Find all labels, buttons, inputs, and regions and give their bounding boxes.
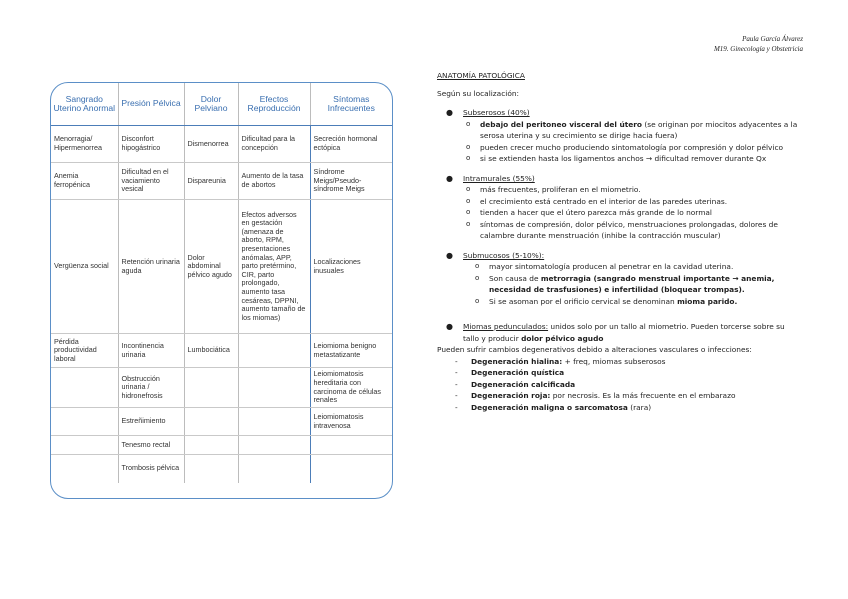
list-item bbox=[463, 184, 803, 196]
submucosos-heading: Submucosos (5-10%): bbox=[463, 250, 545, 260]
list-item bbox=[463, 153, 803, 165]
dash-bullet: - bbox=[455, 379, 458, 389]
table-cell: Menorragia/ Hipermenorrea bbox=[51, 126, 118, 163]
table-cell: Leiomioma benigno metastatizante bbox=[310, 334, 392, 368]
table-row bbox=[51, 408, 392, 436]
list-item bbox=[463, 196, 803, 208]
circle-bullet-icon: o bbox=[475, 262, 480, 270]
table-cell bbox=[238, 408, 310, 436]
degen-item bbox=[437, 356, 803, 368]
circle-bullet-icon: o bbox=[466, 142, 471, 151]
table-cell bbox=[238, 334, 310, 368]
header-sintomas: Síntomas Infrecuentes bbox=[310, 83, 392, 126]
table-cell: Pérdida productividad laboral bbox=[51, 334, 118, 368]
table-row bbox=[51, 126, 392, 163]
list-text: Si se asoman por el orificio cervical se denominan bbox=[489, 296, 678, 306]
page-header bbox=[714, 34, 803, 54]
symptoms-table bbox=[51, 83, 392, 483]
bullet-icon: ● bbox=[446, 108, 453, 117]
table-cell bbox=[310, 436, 392, 455]
header-dolor: Dolor Pelviano bbox=[184, 83, 238, 126]
pedunculados-heading: Miomas pedunculados: bbox=[463, 322, 549, 331]
degen-title: Degeneración hialina: bbox=[471, 356, 563, 366]
pedunculados-bold: dolor pélvico agudo bbox=[521, 333, 604, 343]
list-item bbox=[463, 219, 803, 242]
bullet-icon: ● bbox=[446, 322, 453, 331]
table-row bbox=[51, 455, 392, 483]
degen-title: Degeneración quística bbox=[471, 368, 565, 377]
table-cell bbox=[184, 368, 238, 408]
table-cell: Vergüenza social bbox=[51, 200, 118, 334]
circle-bullet-icon: o bbox=[466, 196, 471, 205]
table-cell: Efectos adversos en gestación (amenaza de aborto, RPM, presentaciones anómalas, APP, parto pretérmino, CIR, parto prolongado, aumento tasa cesáreas, DPPNI, aumento tamaño de los miomas) bbox=[238, 200, 310, 334]
table-cell: Obstrucción urinaria / hidronefrosis bbox=[118, 368, 184, 408]
circle-bullet-icon: o bbox=[466, 154, 471, 162]
degen-item bbox=[437, 367, 803, 379]
table-row bbox=[51, 200, 392, 334]
header-efectos: Efectos Reproducción bbox=[238, 83, 310, 126]
submucosos-item bbox=[437, 250, 803, 308]
dash-bullet: - bbox=[455, 356, 458, 366]
table-cell: Secreción hormonal ectópica bbox=[310, 126, 392, 163]
header-presion: Presión Pélvica bbox=[118, 83, 184, 126]
table-cell: Aumento de la tasa de abortos bbox=[238, 163, 310, 200]
table-cell: Leiomiomatosis hereditaria con carcinoma de células renales bbox=[310, 368, 392, 408]
degen-text: (rara) bbox=[627, 402, 652, 412]
table-cell: Retención urinaria aguda bbox=[118, 200, 184, 334]
table-cell: Anemia ferropénica bbox=[51, 163, 118, 200]
bullet-icon: ● bbox=[446, 250, 453, 260]
mioma-parido-bold: mioma parido. bbox=[677, 296, 738, 306]
list-item bbox=[463, 119, 803, 142]
circle-bullet-icon: o bbox=[466, 219, 471, 228]
bullet-icon: ● bbox=[446, 173, 453, 183]
table-cell: Leiomiomatosis intravenosa bbox=[310, 408, 392, 436]
table-row bbox=[51, 436, 392, 455]
table-cell bbox=[51, 408, 118, 436]
list-item bbox=[463, 273, 803, 296]
intramurales-item bbox=[437, 173, 803, 242]
intramurales-heading: Intramurales (55%) bbox=[463, 173, 535, 183]
section-title: ANATOMÍA PATOLÓGICA bbox=[437, 71, 525, 80]
list-text: el crecimiento está centrado en el interior de las paredes uterinas. bbox=[480, 196, 728, 206]
table-cell bbox=[184, 408, 238, 436]
list-text: Son causa de bbox=[489, 273, 541, 283]
table-cell: Disconfort hipogástrico bbox=[118, 126, 184, 163]
list-text: mayor sintomatología producen al penetrar en la cavidad uterina. bbox=[489, 262, 734, 271]
table-cell: Estreñimiento bbox=[118, 408, 184, 436]
table-cell: Dolor abdominal pélvico agudo bbox=[184, 200, 238, 334]
table-cell: Tenesmo rectal bbox=[118, 436, 184, 455]
dash-bullet: - bbox=[455, 402, 458, 412]
table-cell: Incontinencia urinaria bbox=[118, 334, 184, 368]
table-cell: Trombosis pélvica bbox=[118, 455, 184, 483]
subserosos-item bbox=[437, 107, 803, 165]
table-cell bbox=[51, 368, 118, 408]
list-item bbox=[463, 261, 803, 273]
table-cell: Síndrome Meigs/Pseudo-síndrome Meigs bbox=[310, 163, 392, 200]
table-cell bbox=[238, 368, 310, 408]
list-text: si se extienden hasta los ligamentos anchos → dificultad remover durante Qx bbox=[480, 154, 767, 163]
table-cell bbox=[51, 436, 118, 455]
dash-bullet: - bbox=[455, 368, 458, 377]
intro-text: Según su localización: bbox=[437, 88, 520, 98]
header-sangrado: Sangrado Uterino Anormal bbox=[51, 83, 118, 126]
list-text: pueden crecer mucho produciendo sintomatología por compresión y dolor pélvico bbox=[480, 142, 784, 152]
circle-bullet-icon: o bbox=[466, 208, 471, 216]
circle-bullet-icon: o bbox=[466, 185, 471, 193]
pedunculados-text: unidos solo por un tallo al miometrio. Pueden torcerse sobre su tallo y producir bbox=[463, 322, 785, 343]
list-text: tienden a hacer que el útero parezca más grande de lo normal bbox=[480, 208, 712, 217]
table-cell bbox=[51, 455, 118, 483]
degen-item bbox=[437, 379, 803, 391]
table-row bbox=[51, 334, 392, 368]
list-item bbox=[463, 296, 803, 308]
course-name: M19. Ginecología y Obstetricia bbox=[713, 45, 803, 53]
author-name: Paula García Álvarez bbox=[742, 35, 803, 43]
symptoms-table-container bbox=[50, 82, 393, 499]
subserosos-text: (se originan por miocitos adyacentes a la serosa uterina y su crecimiento se dirige hacia fuera) bbox=[480, 119, 798, 140]
table-cell: Dispareunia bbox=[184, 163, 238, 200]
table-row bbox=[51, 368, 392, 408]
list-item bbox=[463, 142, 803, 154]
table-cell: Localizaciones inusuales bbox=[310, 200, 392, 334]
degen-text: por necrosis. Es la más frecuente en el embarazo bbox=[550, 391, 736, 400]
list-item bbox=[463, 207, 803, 219]
table-cell: Dificultad en el vaciamiento vesical bbox=[118, 163, 184, 200]
circle-bullet-icon: o bbox=[466, 119, 471, 128]
anatomia-patologica-section bbox=[437, 70, 803, 413]
table-cell: Lumbociática bbox=[184, 334, 238, 368]
table-row bbox=[51, 163, 392, 200]
metrorragia-bold: metrorragia (sangrado menstrual importante → anemia, necesidad de trasfusiones) e infertilidad (bloquear trompas). bbox=[489, 273, 775, 294]
degen-title: Degeneración roja: bbox=[471, 391, 551, 400]
degen-item bbox=[437, 402, 803, 414]
circle-bullet-icon: o bbox=[475, 273, 480, 282]
circle-bullet-icon: o bbox=[475, 296, 480, 305]
table-cell bbox=[184, 436, 238, 455]
subserosos-bold: debajo del peritoneo visceral del útero bbox=[480, 119, 643, 129]
list-text: síntomas de compresión, dolor pélvico, menstruaciones prolongadas, dolores de calambre durante menstruación (inhibe la contracción muscular) bbox=[480, 219, 778, 240]
degen-title: Degeneración calcificada bbox=[471, 379, 576, 389]
degen-item bbox=[437, 390, 803, 402]
pedunculados-item bbox=[437, 321, 803, 344]
table-cell bbox=[238, 436, 310, 455]
degen-intro: Pueden sufrir cambios degenerativos debido a alteraciones vasculares o infecciones: bbox=[437, 345, 752, 354]
subserosos-heading: Subserosos (40%) bbox=[463, 108, 530, 117]
degen-title: Degeneración maligna o sarcomatosa bbox=[471, 402, 628, 412]
table-cell: Dificultad para la concepción bbox=[238, 126, 310, 163]
table-header-row bbox=[51, 83, 392, 126]
degen-text: + freq, miomas subserosos bbox=[562, 356, 666, 366]
table-cell bbox=[184, 455, 238, 483]
table-cell: Dismenorrea bbox=[184, 126, 238, 163]
table-cell bbox=[238, 455, 310, 483]
table-cell bbox=[310, 455, 392, 483]
list-text: más frecuentes, proliferan en el miometrio. bbox=[480, 185, 641, 194]
dash-bullet: - bbox=[455, 391, 458, 400]
